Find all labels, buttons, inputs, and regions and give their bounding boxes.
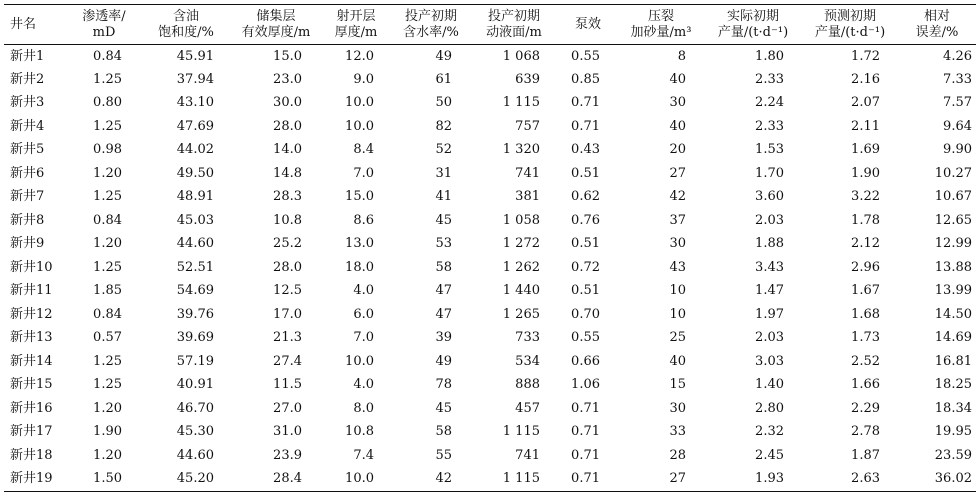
cell-initial-fluid-level: 381	[515, 189, 540, 205]
cell-effective-thickness: 28.0	[273, 118, 302, 134]
cell-oil-saturation: 57.19	[176, 353, 214, 369]
cell-predicted-production: 1.67	[851, 283, 880, 299]
cell-proppant-volume: 33	[669, 424, 686, 440]
cell-proppant-volume: 25	[669, 330, 686, 346]
cell-perforated-thickness: 4.0	[353, 283, 374, 299]
cell-initial-water-cut: 61	[435, 71, 452, 87]
cell-pump-efficiency: 0.76	[571, 212, 600, 228]
header-well-name: 井名	[4, 5, 68, 45]
header-permeability: 渗透率/ mD	[68, 5, 140, 45]
cell-well-name: 新井1	[10, 48, 45, 64]
cell-actual-production: 1.47	[755, 283, 784, 299]
cell-relative-error: 16.81	[934, 353, 972, 369]
cell-permeability: 0.80	[93, 95, 122, 111]
cell-pump-efficiency: 0.55	[571, 48, 600, 64]
cell-initial-water-cut: 53	[435, 236, 452, 252]
table-row	[4, 374, 976, 398]
header-initial-fluid-level: 投产初期 动液面/m	[470, 5, 558, 45]
cell-actual-production: 3.43	[755, 259, 784, 275]
cell-well-name: 新井8	[10, 212, 45, 228]
cell-perforated-thickness: 8.4	[353, 142, 374, 158]
cell-effective-thickness: 28.3	[273, 189, 302, 205]
cell-oil-saturation: 47.69	[176, 118, 214, 134]
header-effective-thickness: 储集层 有效厚度/m	[232, 5, 320, 45]
cell-effective-thickness: 27.0	[273, 400, 302, 416]
cell-initial-water-cut: 50	[435, 95, 452, 111]
table-row	[4, 186, 976, 210]
cell-initial-fluid-level: 1 115	[502, 95, 540, 111]
cell-permeability: 1.25	[93, 259, 122, 275]
cell-initial-fluid-level: 1 272	[502, 236, 540, 252]
cell-permeability: 0.84	[93, 306, 122, 322]
cell-pump-efficiency: 0.85	[571, 71, 600, 87]
cell-proppant-volume: 40	[669, 118, 686, 134]
cell-perforated-thickness: 6.0	[353, 306, 374, 322]
cell-predicted-production: 2.16	[851, 71, 880, 87]
cell-initial-fluid-level: 741	[515, 447, 540, 463]
cell-initial-fluid-level: 1 440	[502, 283, 540, 299]
cell-proppant-volume: 10	[669, 306, 686, 322]
cell-perforated-thickness: 10.0	[345, 353, 374, 369]
table-row	[4, 280, 976, 304]
cell-initial-water-cut: 82	[435, 118, 452, 134]
cell-pump-efficiency: 0.71	[571, 424, 600, 440]
cell-permeability: 0.84	[93, 48, 122, 64]
header-initial-water-cut: 投产初期 含水率/%	[392, 5, 470, 45]
cell-initial-water-cut: 49	[435, 48, 452, 64]
cell-well-name: 新井15	[10, 377, 53, 393]
cell-pump-efficiency: 0.51	[571, 165, 600, 181]
table-row	[4, 327, 976, 351]
cell-permeability: 1.90	[93, 424, 122, 440]
cell-well-name: 新井10	[10, 259, 53, 275]
cell-predicted-production: 1.72	[851, 48, 880, 64]
cell-well-name: 新井7	[10, 189, 45, 205]
cell-proppant-volume: 37	[669, 212, 686, 228]
cell-actual-production: 2.32	[755, 424, 784, 440]
cell-relative-error: 36.02	[898, 468, 976, 492]
cell-relative-error: 10.67	[934, 189, 972, 205]
cell-relative-error: 18.34	[934, 400, 972, 416]
cell-initial-water-cut: 45	[435, 400, 452, 416]
cell-proppant-volume: 43	[669, 259, 686, 275]
cell-oil-saturation: 37.94	[176, 71, 214, 87]
cell-perforated-thickness: 12.0	[345, 48, 374, 64]
table-row	[4, 68, 976, 92]
cell-predicted-production: 2.78	[851, 424, 880, 440]
cell-effective-thickness: 30.0	[273, 95, 302, 111]
cell-oil-saturation: 43.10	[176, 95, 214, 111]
cell-well-name: 新井6	[10, 165, 45, 181]
cell-perforated-thickness: 8.0	[353, 400, 374, 416]
cell-perforated-thickness: 10.8	[345, 424, 374, 440]
cell-well-name: 新井19	[4, 468, 68, 492]
table-row	[4, 256, 976, 280]
cell-actual-production: 2.33	[755, 118, 784, 134]
cell-predicted-production: 1.73	[851, 330, 880, 346]
table-row	[4, 115, 976, 139]
cell-effective-thickness: 17.0	[273, 306, 302, 322]
cell-perforated-thickness: 9.0	[353, 71, 374, 87]
table-row	[4, 45, 976, 69]
cell-proppant-volume: 27	[669, 165, 686, 181]
table-row	[4, 92, 976, 116]
cell-well-name: 新井2	[10, 71, 45, 87]
cell-initial-fluid-level: 1 068	[502, 48, 540, 64]
cell-permeability: 0.84	[93, 212, 122, 228]
cell-predicted-production: 2.11	[851, 118, 880, 134]
cell-initial-fluid-level: 1 320	[502, 142, 540, 158]
cell-actual-production: 2.24	[755, 95, 784, 111]
cell-pump-efficiency: 0.66	[571, 353, 600, 369]
cell-effective-thickness: 10.8	[273, 212, 302, 228]
cell-effective-thickness: 14.8	[273, 165, 302, 181]
cell-permeability: 1.20	[93, 400, 122, 416]
cell-actual-production: 1.93	[704, 468, 802, 492]
table-row	[4, 303, 976, 327]
cell-proppant-volume: 10	[669, 283, 686, 299]
cell-effective-thickness: 15.0	[273, 48, 302, 64]
header-proppant-volume: 压裂 加砂量/m³	[618, 5, 704, 45]
cell-initial-fluid-level: 457	[515, 400, 540, 416]
cell-predicted-production: 2.96	[851, 259, 880, 275]
cell-relative-error: 13.99	[934, 283, 972, 299]
cell-permeability: 1.85	[93, 283, 122, 299]
cell-actual-production: 1.40	[755, 377, 784, 393]
cell-proppant-volume: 15	[669, 377, 686, 393]
cell-proppant-volume: 8	[677, 48, 686, 64]
cell-initial-fluid-level: 534	[515, 353, 540, 369]
cell-relative-error: 12.99	[934, 236, 972, 252]
header-predicted-production: 预测初期 产量/(t·d⁻¹)	[802, 5, 898, 45]
cell-oil-saturation: 39.69	[176, 330, 214, 346]
cell-initial-water-cut: 47	[435, 306, 452, 322]
cell-proppant-volume: 30	[669, 95, 686, 111]
cell-initial-water-cut: 31	[435, 165, 452, 181]
cell-pump-efficiency: 0.71	[558, 468, 618, 492]
cell-relative-error: 19.95	[934, 424, 972, 440]
cell-initial-water-cut: 49	[435, 353, 452, 369]
table-row	[4, 468, 976, 492]
cell-actual-production: 1.80	[755, 48, 784, 64]
cell-relative-error: 10.27	[934, 165, 972, 181]
cell-well-name: 新井11	[10, 283, 53, 299]
cell-actual-production: 2.03	[755, 330, 784, 346]
cell-initial-fluid-level: 888	[515, 377, 540, 393]
cell-initial-water-cut: 41	[435, 189, 452, 205]
cell-pump-efficiency: 0.70	[571, 306, 600, 322]
table-row	[4, 162, 976, 186]
cell-oil-saturation: 49.50	[176, 165, 214, 181]
cell-relative-error: 13.88	[934, 259, 972, 275]
cell-predicted-production: 3.22	[851, 189, 880, 205]
cell-well-name: 新井4	[10, 118, 45, 134]
cell-actual-production: 1.53	[755, 142, 784, 158]
cell-oil-saturation: 45.30	[176, 424, 214, 440]
cell-pump-efficiency: 0.71	[571, 447, 600, 463]
cell-perforated-thickness: 8.6	[353, 212, 374, 228]
cell-effective-thickness: 11.5	[273, 377, 302, 393]
cell-initial-fluid-level: 741	[515, 165, 540, 181]
cell-actual-production: 2.80	[755, 400, 784, 416]
cell-permeability: 1.20	[93, 236, 122, 252]
cell-relative-error: 14.50	[934, 306, 972, 322]
cell-pump-efficiency: 0.51	[571, 236, 600, 252]
cell-initial-water-cut: 58	[435, 424, 452, 440]
cell-perforated-thickness: 7.0	[353, 165, 374, 181]
cell-predicted-production: 1.68	[851, 306, 880, 322]
cell-oil-saturation: 52.51	[176, 259, 214, 275]
cell-permeability: 0.98	[93, 142, 122, 158]
cell-permeability: 1.25	[93, 353, 122, 369]
cell-effective-thickness: 23.9	[273, 447, 302, 463]
cell-well-name: 新井9	[10, 236, 45, 252]
cell-relative-error: 7.33	[943, 71, 972, 87]
cell-proppant-volume: 20	[669, 142, 686, 158]
cell-proppant-volume: 28	[669, 447, 686, 463]
cell-actual-production: 1.88	[755, 236, 784, 252]
cell-relative-error: 9.64	[943, 118, 972, 134]
cell-relative-error: 4.26	[943, 48, 972, 64]
cell-well-name: 新井13	[10, 330, 53, 346]
cell-proppant-volume: 27	[618, 468, 704, 492]
cell-pump-efficiency: 0.71	[571, 118, 600, 134]
cell-perforated-thickness: 18.0	[345, 259, 374, 275]
cell-initial-fluid-level: 1 115	[470, 468, 558, 492]
cell-relative-error: 14.69	[934, 330, 972, 346]
table-row	[4, 139, 976, 163]
cell-pump-efficiency: 1.06	[571, 377, 600, 393]
cell-predicted-production: 1.90	[851, 165, 880, 181]
cell-pump-efficiency: 0.51	[571, 283, 600, 299]
cell-effective-thickness: 14.0	[273, 142, 302, 158]
cell-actual-production: 2.33	[755, 71, 784, 87]
cell-predicted-production: 2.52	[851, 353, 880, 369]
cell-perforated-thickness: 10.0	[345, 118, 374, 134]
cell-well-name: 新井18	[10, 447, 53, 463]
cell-permeability: 1.25	[93, 71, 122, 87]
table-body	[4, 45, 976, 492]
cell-initial-fluid-level: 757	[515, 118, 540, 134]
cell-predicted-production: 2.29	[851, 400, 880, 416]
cell-perforated-thickness: 10.0	[320, 468, 392, 492]
table-row	[4, 397, 976, 421]
cell-oil-saturation: 48.91	[176, 189, 214, 205]
cell-proppant-volume: 40	[669, 71, 686, 87]
cell-relative-error: 18.25	[934, 377, 972, 393]
cell-initial-water-cut: 39	[435, 330, 452, 346]
cell-well-name: 新井17	[10, 424, 53, 440]
table-row	[4, 444, 976, 468]
cell-proppant-volume: 40	[669, 353, 686, 369]
cell-pump-efficiency: 0.55	[571, 330, 600, 346]
cell-well-name: 新井5	[10, 142, 45, 158]
cell-initial-water-cut: 55	[435, 447, 452, 463]
header-actual-production: 实际初期 产量/(t·d⁻¹)	[704, 5, 802, 45]
cell-oil-saturation: 54.69	[176, 283, 214, 299]
cell-perforated-thickness: 15.0	[345, 189, 374, 205]
cell-well-name: 新井14	[10, 353, 53, 369]
cell-relative-error: 12.65	[934, 212, 972, 228]
cell-initial-fluid-level: 639	[515, 71, 540, 87]
cell-predicted-production: 2.63	[802, 468, 898, 492]
cell-initial-water-cut: 47	[435, 283, 452, 299]
cell-pump-efficiency: 0.71	[571, 400, 600, 416]
cell-actual-production: 3.60	[755, 189, 784, 205]
cell-initial-fluid-level: 1 265	[502, 306, 540, 322]
cell-initial-fluid-level: 1 058	[502, 212, 540, 228]
cell-predicted-production: 1.87	[851, 447, 880, 463]
cell-effective-thickness: 12.5	[273, 283, 302, 299]
header-relative-error: 相对 误差/%	[898, 5, 976, 45]
cell-permeability: 1.20	[93, 165, 122, 181]
header-perforated-thickness: 射开层 厚度/m	[320, 5, 392, 45]
cell-actual-production: 2.45	[755, 447, 784, 463]
cell-permeability: 1.25	[93, 189, 122, 205]
cell-effective-thickness: 21.3	[273, 330, 302, 346]
cell-oil-saturation: 40.91	[176, 377, 214, 393]
cell-oil-saturation: 39.76	[176, 306, 214, 322]
cell-well-name: 新井16	[10, 400, 53, 416]
cell-perforated-thickness: 13.0	[345, 236, 374, 252]
cell-well-name: 新井12	[10, 306, 53, 322]
cell-permeability: 1.25	[93, 377, 122, 393]
cell-perforated-thickness: 7.0	[353, 330, 374, 346]
cell-oil-saturation: 44.60	[176, 236, 214, 252]
table-row	[4, 421, 976, 445]
cell-initial-water-cut: 58	[435, 259, 452, 275]
cell-actual-production: 3.03	[755, 353, 784, 369]
cell-actual-production: 1.70	[755, 165, 784, 181]
cell-oil-saturation: 45.03	[176, 212, 214, 228]
cell-pump-efficiency: 0.62	[571, 189, 600, 205]
cell-oil-saturation: 45.91	[176, 48, 214, 64]
cell-pump-efficiency: 0.71	[571, 95, 600, 111]
cell-initial-water-cut: 45	[435, 212, 452, 228]
cell-proppant-volume: 42	[669, 189, 686, 205]
cell-initial-water-cut: 78	[435, 377, 452, 393]
cell-initial-water-cut: 42	[392, 468, 470, 492]
cell-initial-fluid-level: 733	[515, 330, 540, 346]
header-pump-efficiency: 泵效	[558, 5, 618, 45]
cell-pump-efficiency: 0.72	[571, 259, 600, 275]
cell-permeability: 1.50	[68, 468, 140, 492]
cell-effective-thickness: 28.0	[273, 259, 302, 275]
header-row	[4, 5, 976, 45]
cell-effective-thickness: 23.0	[273, 71, 302, 87]
well-data-table	[4, 4, 976, 492]
cell-effective-thickness: 25.2	[273, 236, 302, 252]
table-row	[4, 233, 976, 257]
cell-perforated-thickness: 4.0	[353, 377, 374, 393]
cell-initial-fluid-level: 1 262	[502, 259, 540, 275]
cell-actual-production: 1.97	[755, 306, 784, 322]
cell-effective-thickness: 28.4	[232, 468, 320, 492]
cell-perforated-thickness: 10.0	[345, 95, 374, 111]
cell-effective-thickness: 31.0	[273, 424, 302, 440]
cell-proppant-volume: 30	[669, 236, 686, 252]
table-row	[4, 209, 976, 233]
cell-permeability: 1.20	[93, 447, 122, 463]
cell-predicted-production: 2.07	[851, 95, 880, 111]
cell-predicted-production: 2.12	[851, 236, 880, 252]
cell-oil-saturation: 44.60	[176, 447, 214, 463]
cell-relative-error: 9.90	[943, 142, 972, 158]
header-oil-saturation: 含油 饱和度/%	[140, 5, 232, 45]
cell-initial-fluid-level: 1 115	[502, 424, 540, 440]
cell-initial-water-cut: 52	[435, 142, 452, 158]
cell-predicted-production: 1.78	[851, 212, 880, 228]
cell-predicted-production: 1.66	[851, 377, 880, 393]
table-row	[4, 350, 976, 374]
cell-oil-saturation: 44.02	[176, 142, 214, 158]
cell-actual-production: 2.03	[755, 212, 784, 228]
cell-oil-saturation: 45.20	[140, 468, 232, 492]
cell-permeability: 0.57	[93, 330, 122, 346]
cell-effective-thickness: 27.4	[273, 353, 302, 369]
cell-well-name: 新井3	[10, 95, 45, 111]
cell-predicted-production: 1.69	[851, 142, 880, 158]
cell-perforated-thickness: 7.4	[353, 447, 374, 463]
cell-permeability: 1.25	[93, 118, 122, 134]
cell-relative-error: 23.59	[934, 447, 972, 463]
cell-relative-error: 7.57	[943, 95, 972, 111]
cell-oil-saturation: 46.70	[176, 400, 214, 416]
cell-pump-efficiency: 0.43	[571, 142, 600, 158]
cell-proppant-volume: 30	[669, 400, 686, 416]
